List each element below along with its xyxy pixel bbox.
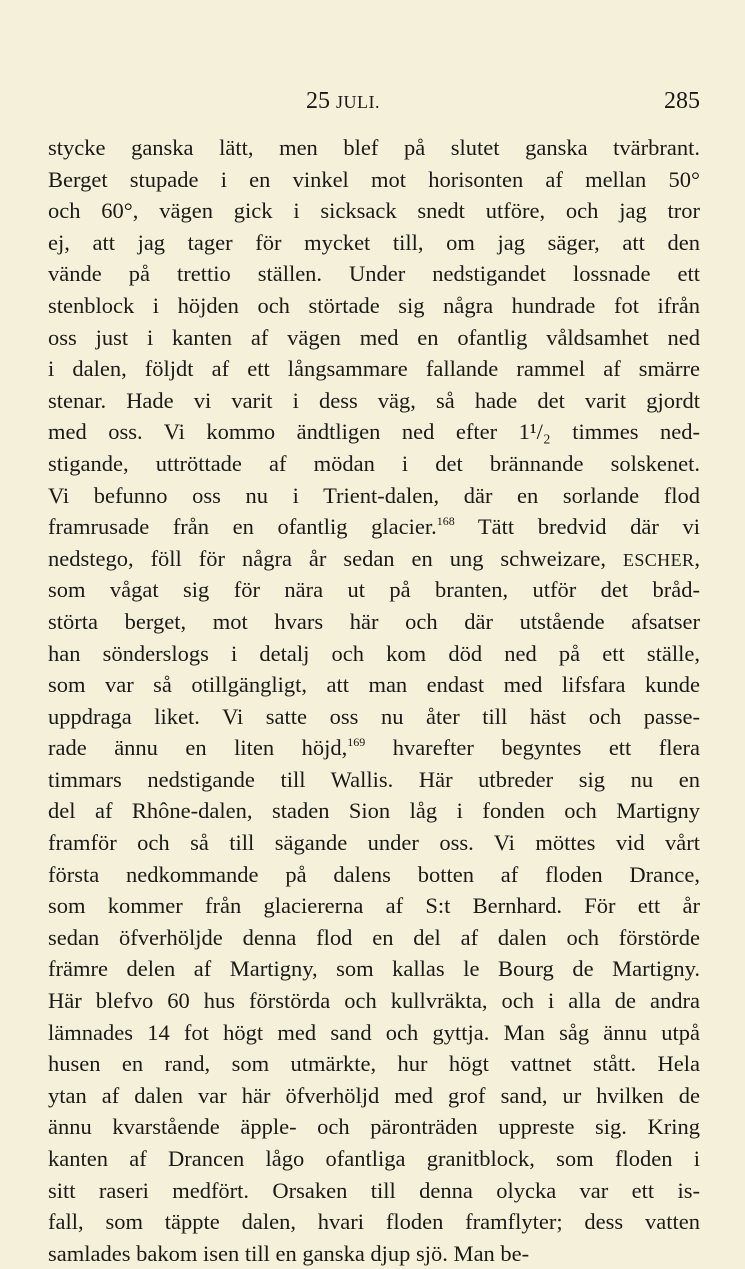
line-text: del af Rhône-dalen, staden Sion låg i fonden och Martigny: [48, 798, 700, 824]
line-text: framrusade från en ofantlig glacier.: [48, 514, 437, 540]
line-text: Vi befunno oss nu i Trient-dalen, där en sorlande flod: [48, 482, 700, 508]
text-line: [48, 606, 700, 638]
text-line: [48, 953, 700, 985]
text-line: [48, 480, 700, 512]
line-text: som var så otillgängligt, att man endast med lifsfara kunde: [48, 672, 700, 698]
line-text: samlades bakom isen till en ganska djup sjö. Man be-: [48, 1240, 530, 1266]
header-date: [306, 88, 380, 115]
text-line: [48, 1080, 700, 1112]
line-text: Berget stupade i en vinkel mot horisonten af mellan 50°: [48, 166, 700, 192]
text-line: [48, 1206, 700, 1238]
text-line: [48, 1111, 700, 1143]
text-line: [48, 669, 700, 701]
line-text: oss just i kanten af vägen med en ofantlig våldsamhet ned: [48, 324, 700, 350]
text-line: [48, 448, 700, 480]
text-line: [48, 795, 700, 827]
text-line: [48, 132, 700, 164]
small-caps-name: ESCHER: [622, 549, 695, 570]
text-line: [48, 985, 700, 1017]
text-line: [48, 258, 700, 290]
text-line: [48, 353, 700, 385]
text-line: [48, 1175, 700, 1207]
line-text-rest: hvarefter begyntes ett flera: [365, 735, 700, 761]
line-text: första nedkommande på dalens botten af floden Drance,: [48, 861, 700, 887]
line-text: timmars nedstigande till Wallis. Här utbreder sig nu en: [48, 766, 700, 792]
text-line: [48, 1048, 700, 1080]
line-text: stenblock i höjden och störtade sig några hundrade fot ifrån: [48, 292, 700, 318]
line-text: ej, att jag tager för mycket till, om jag säger, att den: [48, 229, 700, 255]
text-line: [48, 543, 700, 575]
line-text: vände på trettio ställen. Under nedstigandet lossnade ett: [48, 261, 700, 287]
text-line: [48, 638, 700, 670]
text-line: [48, 385, 700, 417]
text-line: [48, 511, 700, 543]
line-text: Här blefvo 60 hus förstörda och kullvräkta, och i alla de andra: [48, 988, 700, 1014]
text-line: [48, 1238, 700, 1269]
line-text: lämnades 14 fot högt med sand och gyttja. Man såg ännu utpå: [48, 1019, 700, 1045]
text-line: [48, 732, 700, 764]
header-day: 25: [306, 88, 330, 114]
line-text: som vågat sig för nära ut på branten, utför det bråd-: [48, 577, 700, 603]
footnote-marker: 168: [436, 514, 455, 529]
text-line: [48, 195, 700, 227]
text-line: [48, 890, 700, 922]
text-line: [48, 227, 700, 259]
line-text: nedstego, föll för några år sedan en ung schweizare,: [48, 545, 623, 571]
text-line: [48, 701, 700, 733]
text-line: [48, 922, 700, 954]
line-text: han sönderslogs i detalj och kom död ned på ett ställe,: [48, 640, 700, 666]
line-text: stigande, uttröttade af mödan i det brännande solskenet.: [48, 450, 700, 476]
text-line: [48, 290, 700, 322]
line-text: som kommer från glaciererna af S:t Bernhard. För ett år: [48, 893, 700, 919]
line-text: ytan af dalen var här öfverhöljd med grof sand, ur hvilken de: [48, 1082, 700, 1108]
header-month: JULI.: [336, 92, 380, 112]
line-text: stycke ganska lätt, men blef på slutet ganska tvärbrant.: [48, 135, 700, 160]
line-text-rest: Tätt bredvid där vi: [454, 514, 700, 540]
line-text: i dalen, följdt af ett långsammare fallande rammel af smärre: [48, 356, 700, 382]
line-text: ännu kvarstående äpple- och päronträden uppreste sig. Kring: [48, 1114, 700, 1140]
line-text: stenar. Hade vi varit i dess väg, så hade det varit gjordt: [48, 387, 700, 413]
page-number: 285: [664, 88, 700, 114]
text-line: [48, 1017, 700, 1049]
line-text: kanten af Drancen lågo ofantliga granitblock, som floden i: [48, 1146, 700, 1171]
line-text: rade ännu en liten höjd,: [48, 735, 348, 761]
text-line: [48, 827, 700, 859]
line-text: framför och så till sägande under oss. Vi möttes vid vårt: [48, 830, 700, 856]
line-text: främre delen af Martigny, som kallas le Bourg de Martigny.: [48, 956, 700, 982]
line-text: fall, som täppte dalen, hvari floden framflyter; dess vatten: [48, 1209, 700, 1235]
line-text: störta berget, mot hvars här och där utstående afsatser: [48, 608, 700, 634]
text-line: [48, 574, 700, 606]
line-text: sitt raseri medfört. Orsaken till denna olycka var ett is-: [48, 1177, 700, 1203]
text-line: [48, 416, 700, 448]
text-line: [48, 859, 700, 891]
line-text: husen en rand, som utmärkte, hur högt vattnet stått. Hela: [48, 1051, 700, 1077]
text-line: [48, 1143, 700, 1175]
footnote-marker: 169: [347, 735, 366, 750]
body-text: [48, 132, 700, 1269]
text-line: [48, 164, 700, 196]
line-text-rest: ,: [694, 545, 700, 571]
text-line: [48, 764, 700, 796]
line-text: uppdraga liket. Vi satte oss nu åter till häst och passe-: [48, 703, 700, 729]
text-line: [48, 322, 700, 354]
running-header: [48, 88, 700, 116]
line-text: och 60°, vägen gick i sicksack snedt utföre, och jag tror: [48, 198, 700, 224]
line-text: med oss. Vi kommo ändtligen ned efter 1¹/₂ timmes ned-: [48, 419, 700, 445]
line-text: sedan öfverhöljde denna flod en del af dalen och förstörde: [48, 924, 700, 950]
